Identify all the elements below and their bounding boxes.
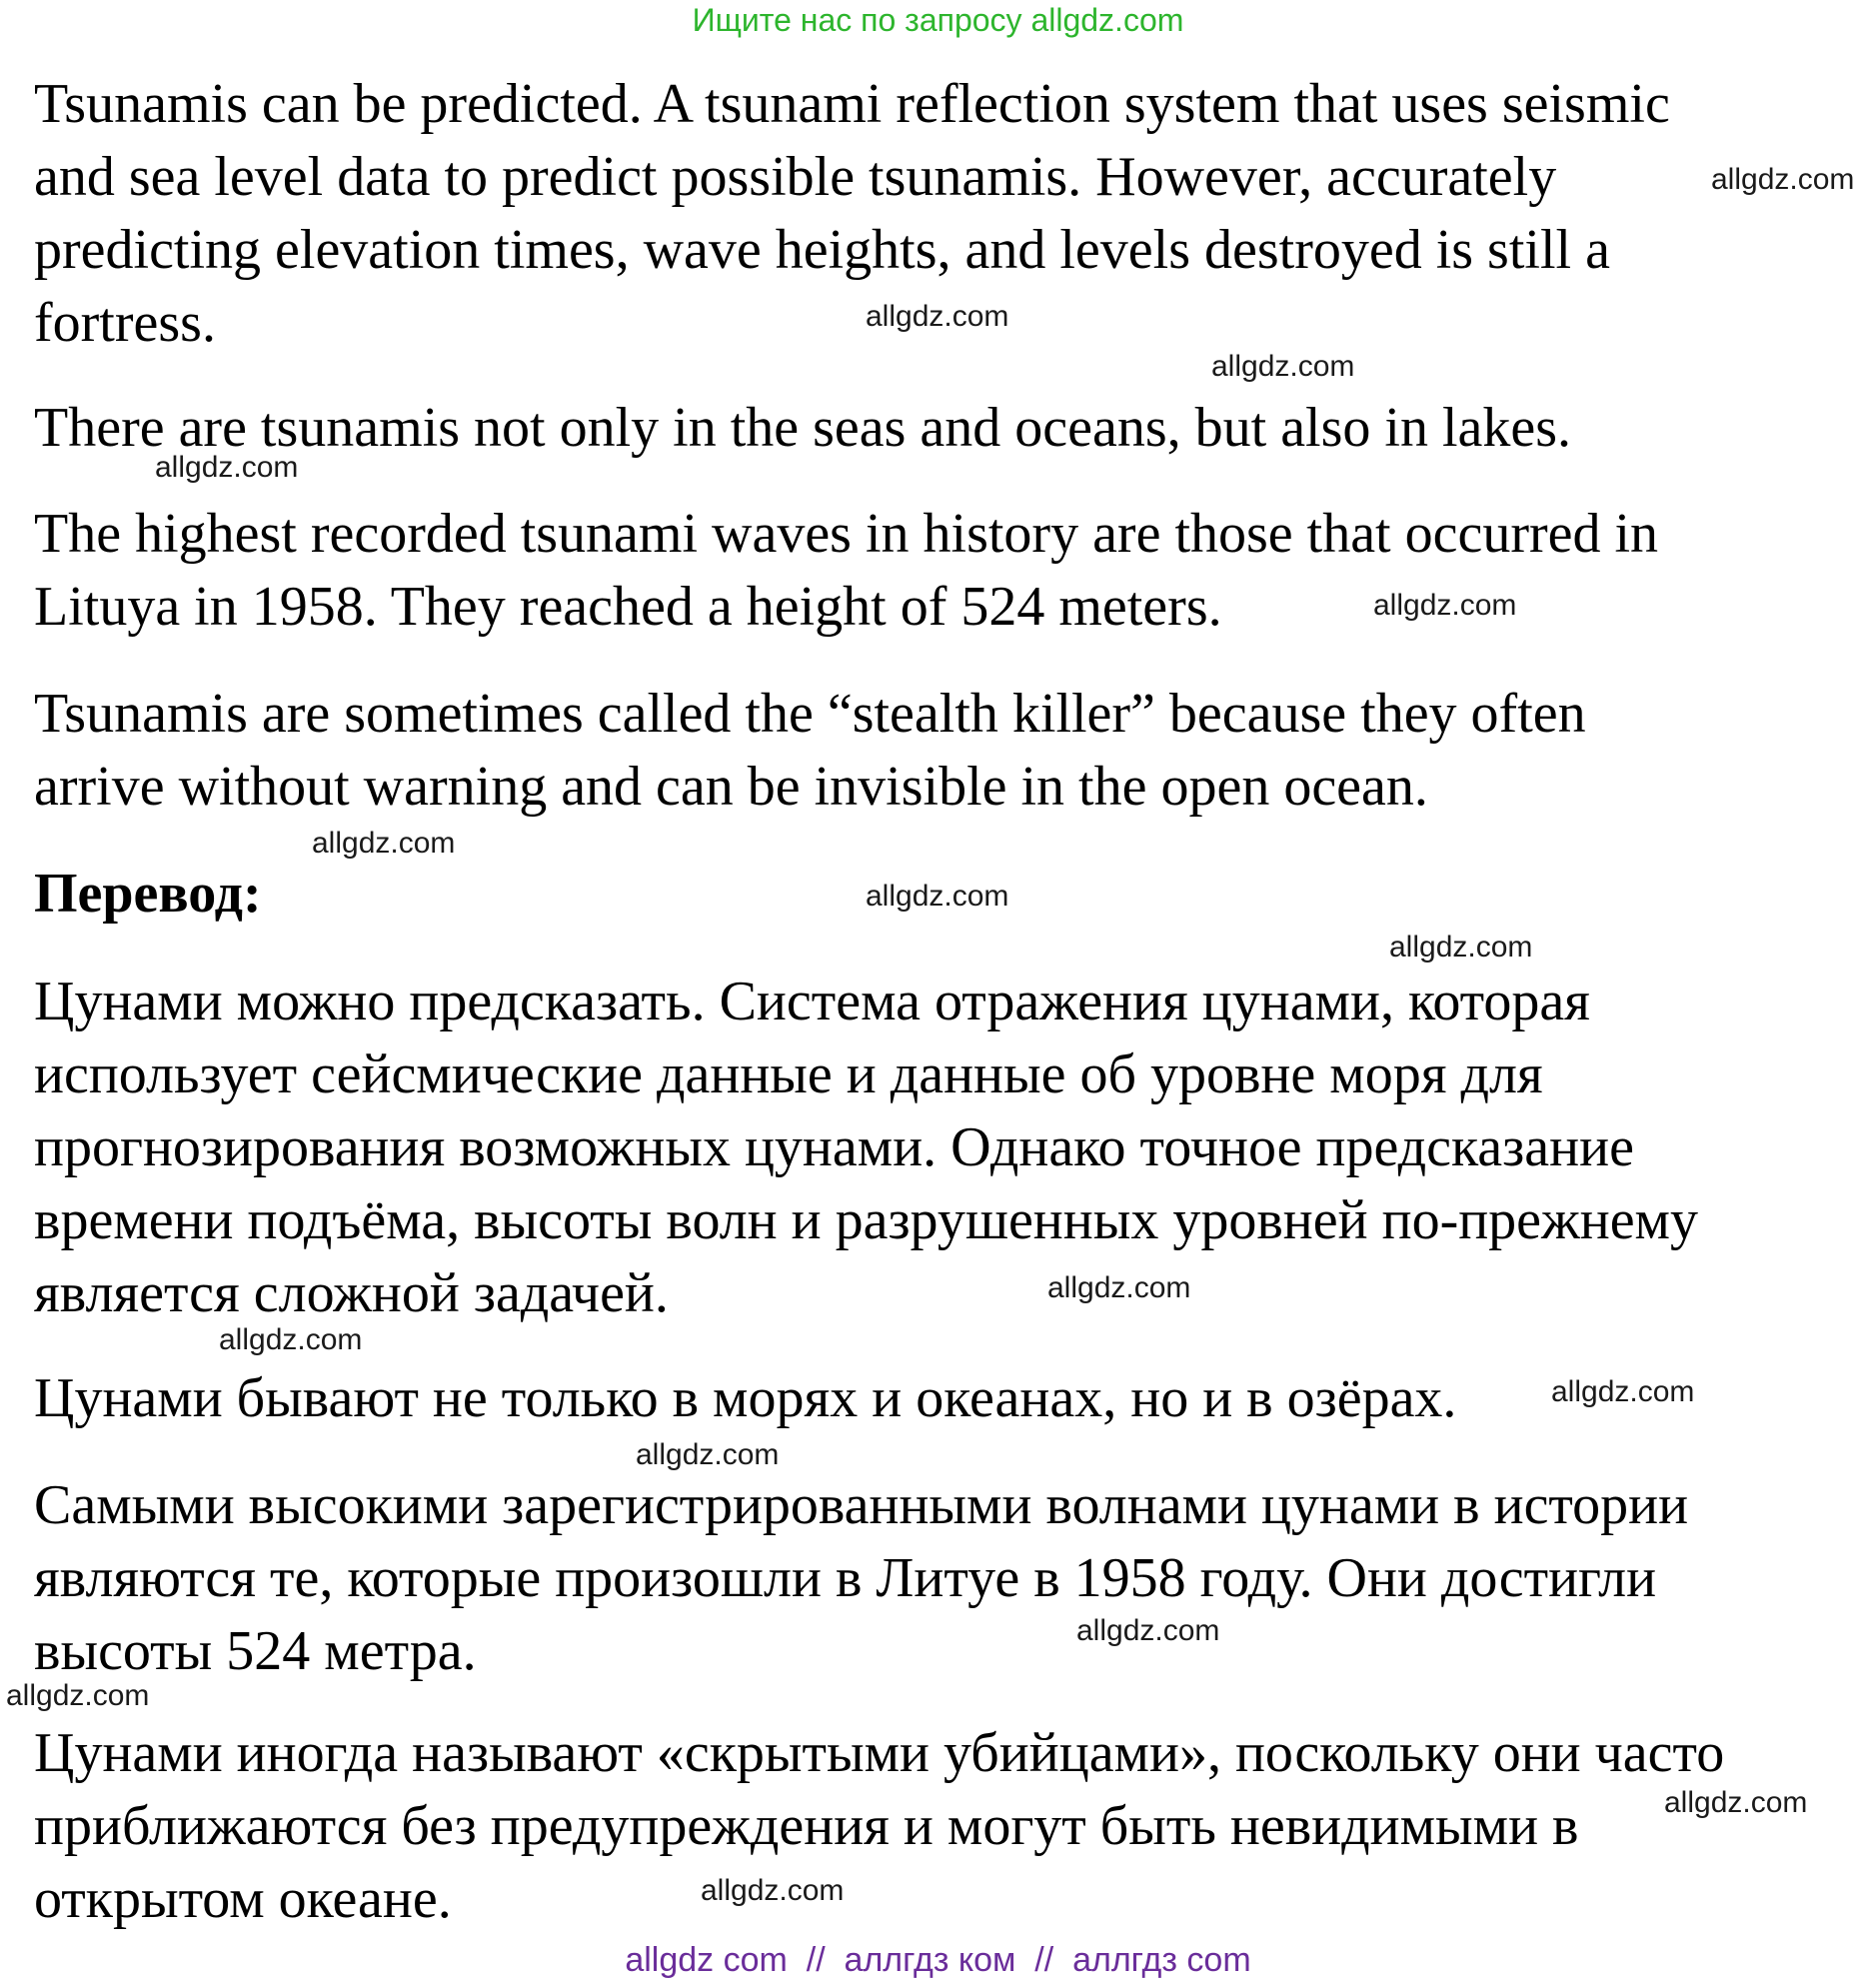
watermark: allgdz.com	[1047, 1271, 1191, 1304]
watermark: allgdz.com	[155, 451, 299, 484]
russian-paragraph-1: Цунами можно предсказать. Система отражения цунами, которая использует сейсмические данные и данные об уровне моря для прогнозирования возможных цунами. Однако точное предсказание времени подъёма, высоты волн и разрушенных уровней по-прежнему является сложной задачей.	[34, 971, 1698, 1324]
watermark: allgdz.com	[701, 1874, 845, 1907]
watermark: allgdz.com	[1551, 1375, 1695, 1408]
watermark: allgdz.com	[1211, 350, 1355, 383]
watermark: allgdz.com	[1711, 163, 1855, 196]
russian-paragraph-4: Цунами иногда называют «скрытыми убийцами», поскольку они часто приближаются без предупреждения и могут быть невидимыми в открытом океане.	[34, 1722, 1725, 1930]
russian-paragraph-3: Самыми высокими зарегистрированными волнами цунами в истории являются те, которые произошли в Литуе в 1958 году. Они достигли высоты 524 метра.	[34, 1474, 1689, 1682]
watermark: allgdz.com	[6, 1679, 150, 1712]
watermark: allgdz.com	[1664, 1786, 1808, 1819]
watermark: allgdz.com	[219, 1323, 363, 1356]
watermark: allgdz.com	[312, 827, 456, 860]
english-paragraph-3: The highest recorded tsunami waves in history are those that occurred in Lituya in 1958. They reached a height of 524 meters.	[34, 503, 1659, 638]
watermark: allgdz.com	[1389, 931, 1533, 964]
russian-paragraph-2: Цунами бывают не только в морях и океанах, но и в озёрах.	[34, 1367, 1457, 1429]
bottom-banner: allgdz com // аллгдз ком // аллгдз com	[625, 1941, 1251, 1979]
english-paragraph-2: There are tsunamis not only in the seas and oceans, but also in lakes.	[34, 397, 1572, 459]
top-banner: Ищите нас по запросу allgdz.com	[692, 2, 1184, 38]
watermark: allgdz.com	[866, 880, 1009, 913]
watermark: allgdz.com	[1373, 589, 1517, 622]
watermark: allgdz.com	[1076, 1614, 1220, 1647]
english-paragraph-4: Tsunamis are sometimes called the “stealth killer” because they often arrive without warning and can be invisible in the open ocean.	[34, 683, 1586, 818]
translation-heading: Перевод:	[34, 863, 262, 925]
watermark: allgdz.com	[636, 1438, 780, 1471]
watermark: allgdz.com	[866, 300, 1009, 333]
english-paragraph-1: Tsunamis can be predicted. A tsunami reflection system that uses seismic and sea level data to predict possible tsunamis. However, accurately predicting elevation times, wave heights, and levels destroyed is still a fortress.	[34, 73, 1670, 354]
